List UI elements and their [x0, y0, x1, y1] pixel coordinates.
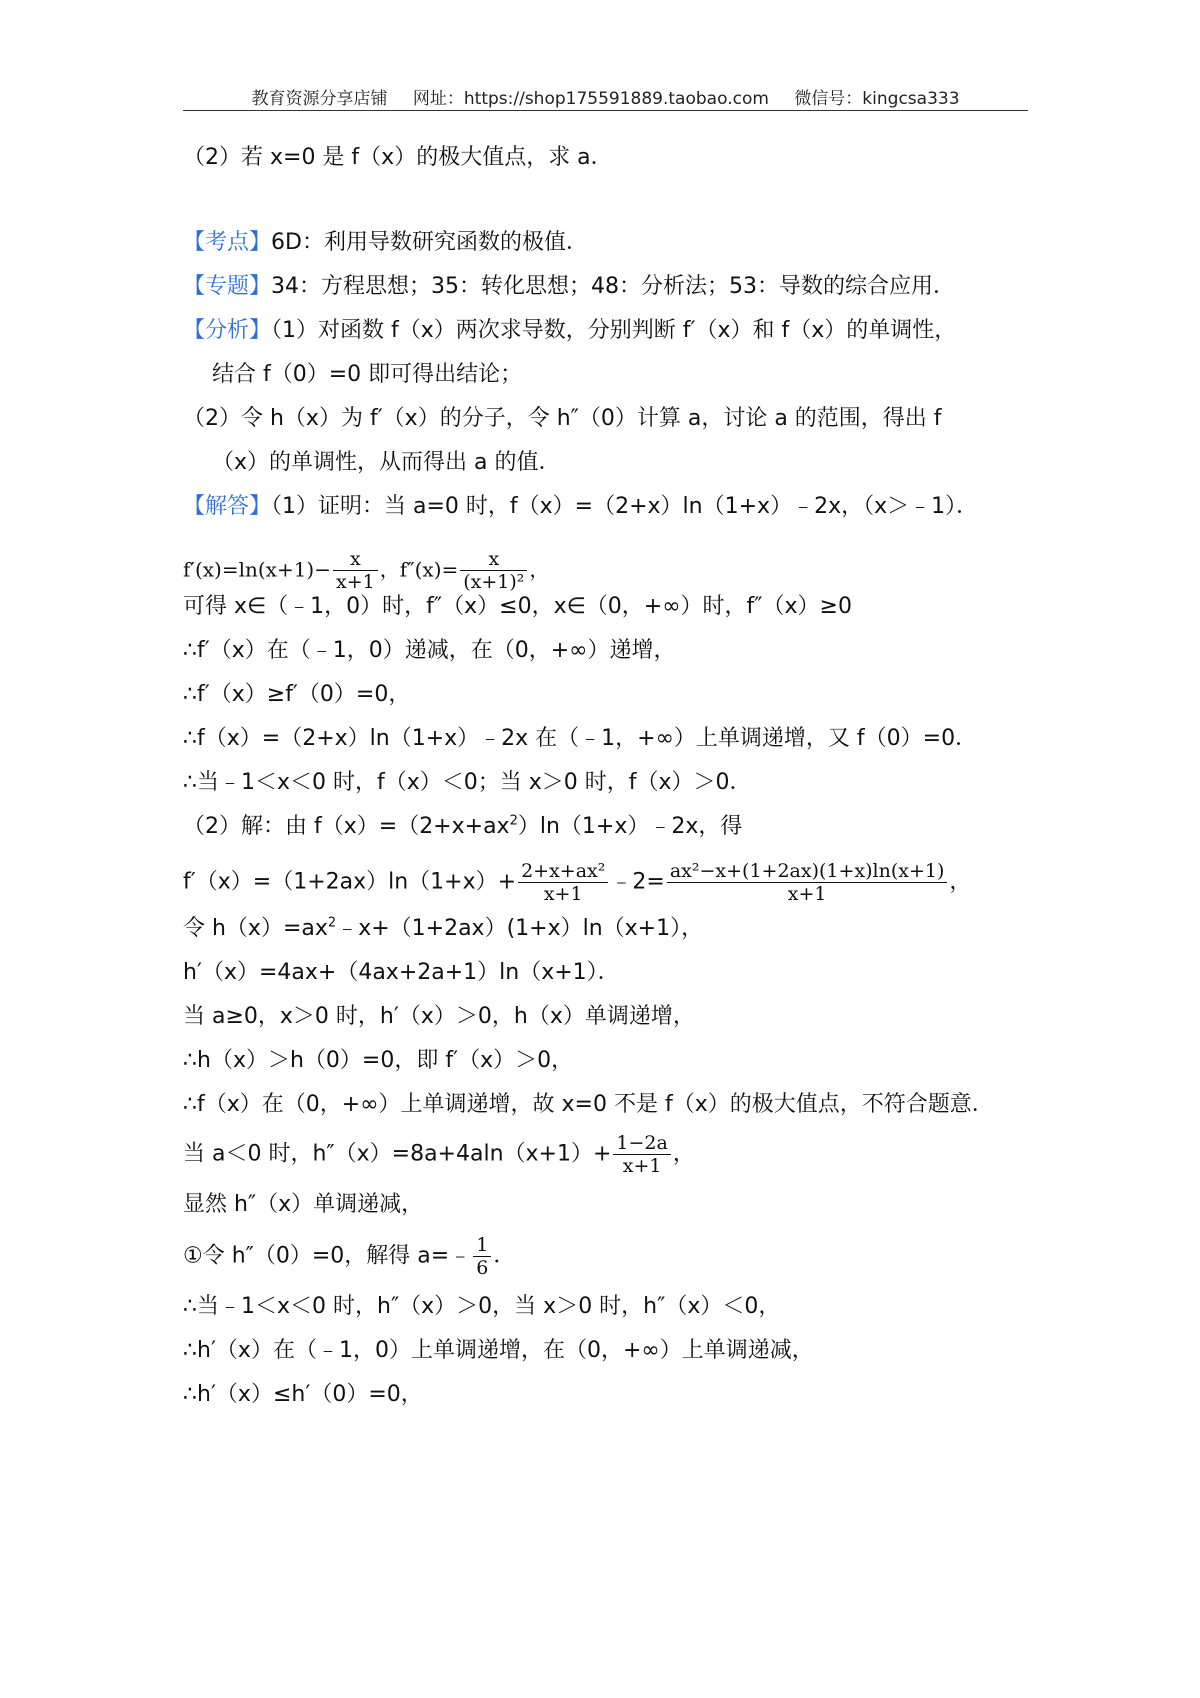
case-1: ①令 h″（0）=0，解得 a=﹣ $\frac{1}{6}$ ．	[183, 1234, 516, 1279]
h-prime: h′（x）=4ax+（4ax+2a+1）ln（x+1）．	[183, 960, 620, 985]
fenxi-line-3: （2）令 h（x）为 f′（x）的分子，令 h″（0）计算 a，讨论 a 的范围，得出 f	[183, 406, 942, 431]
zhuanti-text: 34：方程思想；35：转化思想；48：分析法；53：导数的综合应用．	[271, 274, 955, 299]
define-h: 令 $h(x)=ax^2﹣x+(1+2ax)(1+x)\ln(x+1)$，	[183, 915, 704, 941]
fraction: $\frac{\text{2+x+ax²}}{x+1}$	[518, 860, 608, 905]
fenxi-line-1	[183, 316, 956, 346]
jieda-tag: 【解答】	[183, 494, 272, 519]
fenxi-tag: 【分析】	[183, 318, 272, 343]
formula-fprime-part2: f′（x）=（1+2ax）ln（1+x）+ $\frac{\text{2+x+ax²}}{x+1}$ ﹣2= $\frac{\text{ax²−x+(1+2ax)(1+x)ln(x+1)}}{x+1}$ ，	[183, 860, 972, 905]
page-header	[183, 84, 1028, 109]
fraction: $\frac{x}{x+1}$	[333, 548, 378, 593]
shop-url: 网址：https://shop175591889.taobao.com	[412, 89, 769, 109]
fenxi-line-4: （x）的单调性，从而得出 a 的值．	[212, 450, 561, 475]
case-a-nonneg: 当 a≥0，x＞0 时，h′（x）＞0，h（x）单调递增，	[183, 1004, 695, 1029]
case-a-neg: 当 a＜0 时，h″（x）=8a+4aln（x+1）+ $\frac{1-2a}{x+1}$ ，	[183, 1132, 695, 1177]
question-text: （2）若 x=0 是 f（x）的极大值点，求 a．	[183, 145, 613, 170]
formula-fprime: f′(x)=ln(x+1)− $\frac{x}{x+1}$ ，f″(x)= $\frac{x}{\text{(x+1)²}}$ ，	[183, 548, 550, 593]
solution-line-5: ∴当﹣1＜x＜0 时，f（x）＜0；当 x＞0 时，f（x）＞0．	[183, 770, 752, 795]
part2-start: （2）解：由 $f(x)=(2+x+ax^2)\ln(1+x)﹣2x$，得	[183, 813, 743, 839]
case-a-nonneg-3: ∴f（x）在（0，+∞）上单调递增，故 x=0 不是 f（x）的极大值点，不符合题意．	[183, 1092, 994, 1117]
jieda-text: （1）证明：当 a=0 时，f（x）=（2+x）ln（1+x）﹣2x，（x＞﹣1）．	[271, 494, 979, 519]
kaodian-text: 6D：利用导数研究函数的极值．	[271, 230, 588, 255]
header-divider	[183, 110, 1028, 111]
kaodian-tag: 【考点】	[183, 230, 272, 255]
fraction: $\frac{\text{ax²−x+(1+2ax)(1+x)ln(x+1)}}{x+1}$	[667, 860, 948, 905]
zhuanti-tag: 【专题】	[183, 274, 272, 299]
fraction: $\frac{1}{6}$	[473, 1234, 491, 1279]
shop-name: 教育资源分享店铺	[251, 89, 388, 109]
fenxi-text-1: （1）对函数 f（x）两次求导数，分别判断 f′（x）和 f（x）的单调性，	[271, 318, 957, 343]
wechat-id: 微信号：kingcsa333	[794, 89, 960, 109]
case-1-line-2: ∴当﹣1＜x＜0 时，h″（x）＞0，当 x＞0 时，h″（x）＜0，	[183, 1294, 781, 1319]
solution-line-1: 可得 x∈（﹣1，0）时，f″（x）≤0，x∈（0，+∞）时，f″（x）≥0	[183, 594, 852, 619]
h-double-prime-decreasing: 显然 h″（x）单调递减，	[183, 1192, 424, 1217]
fenxi-line-2: 结合 f（0）=0 即可得出结论；	[212, 362, 523, 387]
solution-line-2: ∴f′（x）在（﹣1，0）递减，在（0，+∞）递增，	[183, 638, 676, 663]
jieda-line	[183, 492, 978, 522]
case-1-line-3: ∴h′（x）在（﹣1，0）上单调递增，在（0，+∞）上单调递减，	[183, 1338, 814, 1363]
zhuanti-line	[183, 272, 955, 302]
solution-line-3: ∴f′（x）≥f′（0）=0，	[183, 682, 411, 707]
solution-line-4: ∴f（x）=（2+x）ln（1+x）﹣2x 在（﹣1，+∞）上单调递增，又 f（0）=0．	[183, 726, 978, 751]
case-a-nonneg-2: ∴h（x）＞h（0）=0，即 f′（x）＞0，	[183, 1048, 574, 1073]
fraction: $\frac{1-2a}{x+1}$	[613, 1132, 670, 1177]
fraction: $\frac{x}{\text{(x+1)²}}$	[460, 548, 527, 593]
case-1-line-4: ∴h′（x）≤h′（0）=0，	[183, 1382, 423, 1407]
kaodian-line	[183, 228, 588, 258]
